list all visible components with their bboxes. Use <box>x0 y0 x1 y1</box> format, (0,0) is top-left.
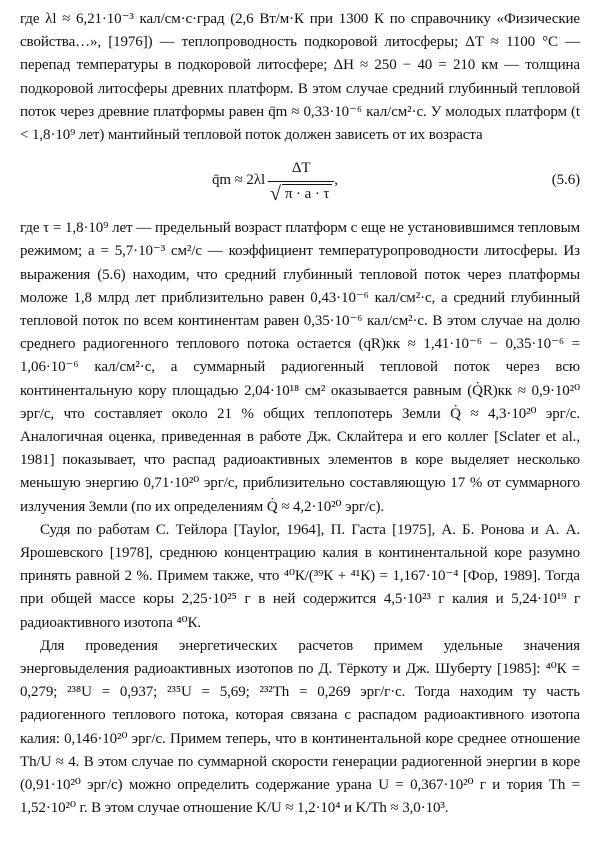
paragraph-1: где λl ≈ 6,21·10⁻³ кал/см·с·град (2,6 Вт/м·К при 1300 К по справочнику «Физические свойства…», [1976]) — теплопроводность подкоровой литосферы; ΔT ≈ 1100 °C — перепад температуры в подкоровой литосфере; ΔH ≈ 250 − 40 = 210 км — толщина подкоровой литосферы древних платформ. В этом случае средний глубинный тепловой поток через древние платформы равен q̄m ≈ 0,33·10⁻⁶ кал/см²·с. У молодых платформ (t < 1,8·10⁹ лет) мантийный тепловой поток должен зависеть от их возраста <box>20 11 580 144</box>
paragraph-3: Судя по работам С. Тейлора [Taylor, 1964], П. Гаста [1975], А. Б. Ронова и А. А. Ярошевского [1978], среднюю концентрацию калия в континентальной коре разумно принять равной 2 %. Примем также, что ⁴⁰К/(³⁹К + ⁴¹К) = 1,167·10⁻⁴ [Фор, 1989]. Тогда при общей массе коры 2,25·10²⁵ г в ней содержится 4,5·10²³ г калия и 5,24·10¹⁹ г радиоактивного изотопа ⁴⁰К. <box>20 521 580 631</box>
page-text <box>20 8 580 821</box>
sqrt-icon: √ <box>270 182 281 205</box>
paragraph-2: где τ = 1,8·10⁹ лет — предельный возраст платформ с еще не установившимся тепловым режимом; a = 5,7·10⁻³ см²/с — коэффициент температуропроводности литосферы. Из выражения (5.6) находим, что средний глубинный тепловой поток через платформы моложе 1,8 млрд лет приблизительно равен 0,43·10⁻⁶ кал/см²·с, а средний глубинный тепловой поток по всем континентам равен 0,35·10⁻⁶ кал/см²·с. В этом случае на долю среднего радиогенного теплового потока остается (qR)кк ≈ 1,41·10⁻⁶ − 0,35·10⁻⁶ = 1,06·10⁻⁶ кал/см²·с, а суммарный радиогенный тепловой поток через всю континентальную кору площадью 2,04·10¹⁸ см² оказывается равным (Q̇R)кк ≈ 0,9·10²⁰ эрг/с, что составляет около 21 % общих теплопотерь Земли Q̇ ≈ 4,3·10²⁰ эрг/с. Аналогичная оценка, приведенная в работе Дж. Склайтера и его коллег [Sclater et al., 1981] показывает, что распад радиоактивных элементов в коре выделяет несколько меньшую энергию 0,71·10²⁰ эрг/с, приблизительно составляющую 17 % от суммарного излучения Земли (по их определениям Q̇ ≈ 4,2·10²⁰ эрг/с). <box>20 220 580 515</box>
equation-number: (5.6) <box>551 172 580 189</box>
equation-denominator <box>268 181 334 203</box>
equation-body <box>212 157 338 203</box>
paragraph-4: Для проведения энергетических расчетов примем удельные значения энерговыделения радиоактивных изотопов по Д. Тёркоту и Дж. Шуберту [1985]: ⁴⁰К = 0,279; ²³⁸U = 0,937; ²³⁵U = 5,69; ²³²Th = 0,269 эрг/г·с. Тогда находим ту часть радиогенного теплового потока, которая связана с распадом радиоактивного изотопа калия: 0,146·10²⁰ эрг/с. Примем теперь, что в континентальной коре среднее отношение Th/U ≈ 4. В этом случае по суммарной скорости генерации радиогенной энергии в коре (0,91·10²⁰ эрг/с) можно определить содержание урана U = 0,367·10²⁰ г и тория Th = 1,52·10²⁰ г. В этом случае отношение K/U ≈ 1,2·10⁴ и K/Th ≈ 3,0·10³. <box>20 637 580 817</box>
equation-5-6 <box>20 151 580 211</box>
equation-numerator: ΔT <box>291 160 311 177</box>
equation-lhs: q̄m ≈ 2λl <box>212 171 266 188</box>
equation-tail: , <box>334 171 338 188</box>
equation-radicand: π · a · τ <box>282 184 332 203</box>
equation-fraction <box>268 157 334 203</box>
